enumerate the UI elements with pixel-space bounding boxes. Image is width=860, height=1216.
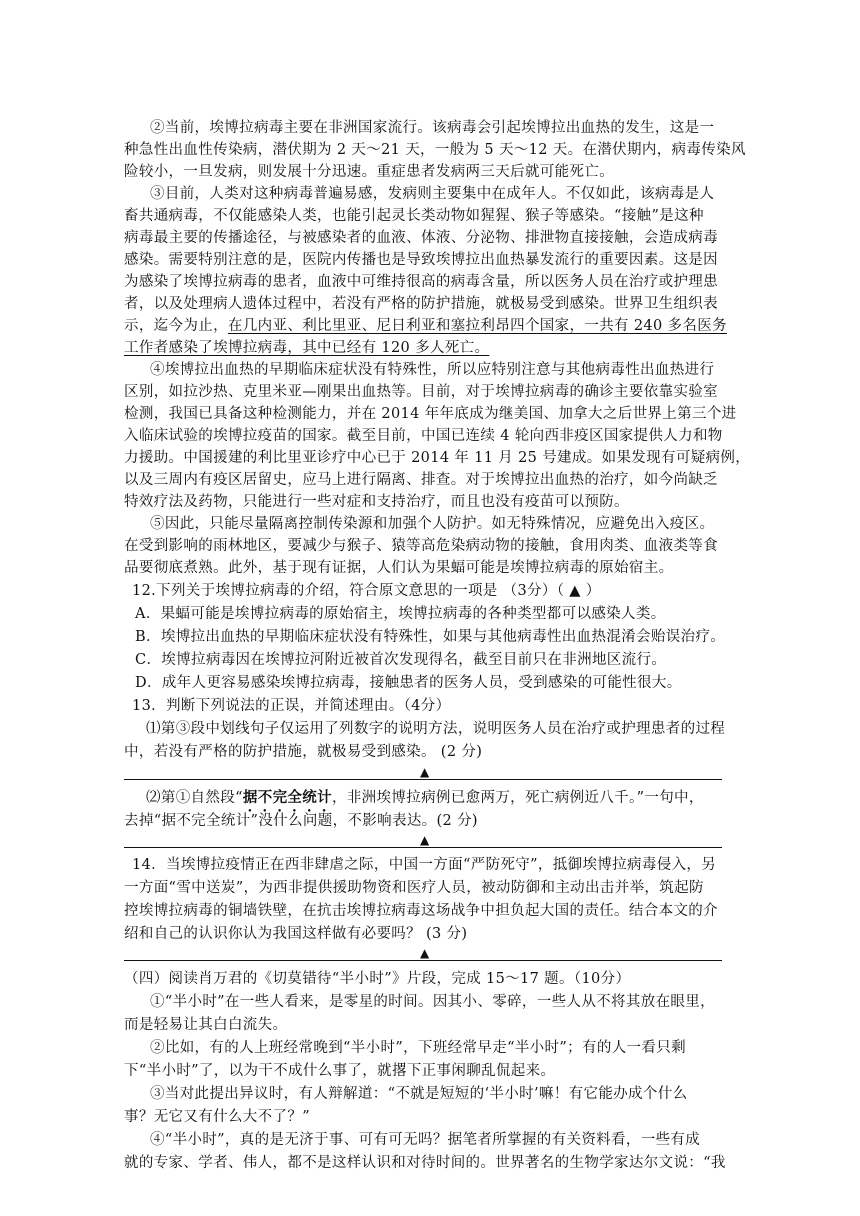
text-line: ②当前，埃博拉病毒主要在非洲国家流行。该病毒会引起埃博拉出血热的发生，这是一 bbox=[150, 120, 715, 136]
option-c: C．埃博拉病毒因在埃博拉河附近被首次发现得名，截至目前只在非洲地区流行。 bbox=[135, 652, 667, 668]
text-line: 区别，如拉沙热、克里米亚—刚果出血热等。目前，对于埃博拉病毒的确诊主要依靠实验室 bbox=[124, 384, 718, 400]
text-line: 在受到影响的雨林地区，要减少与猴子、猿等高危染病动物的接触，食用肉类、血液类等食 bbox=[124, 538, 718, 554]
text-line: 以及三周内有疫区居留史，应马上进行隔离、排查。对于埃博拉出血热的治疗，如今尚缺乏 bbox=[124, 472, 718, 488]
text-line: 者，以及处理病人遗体过程中，若没有严格的防护措施，就极易受到感染。世界卫生组织表 bbox=[124, 296, 718, 312]
answer-line[interactable] bbox=[124, 847, 722, 848]
question-13-sub1: ⑴第③段中划线句子仅运用了列数字的说明方法，说明医务人员在治疗或护理患者的过程 bbox=[146, 721, 726, 737]
emphasized-phrase: 据不完全统计 bbox=[242, 789, 332, 806]
text-line: 感染。需要特别注意的是，医院内传播也是导致埃博拉出血热暴发流行的重要因素。这是因 bbox=[124, 252, 718, 268]
text-line: 入临床试验的埃博拉疫苗的国家。截至目前，中国已连续 4 轮向西非疫区国家提供人力和物 bbox=[124, 428, 723, 444]
question-14: 控埃博拉病毒的铜墙铁壁，在抗击埃博拉病毒这场战争中担负起大国的责任。结合本文的介 bbox=[124, 903, 718, 919]
question-13-sub1: 中，若没有严格的防护措施，就极易受到感染。 (2 分) bbox=[124, 744, 483, 760]
text-line: 下“半小时”了，以为干不成什么事了，就撂下正事闲聊乱侃起来。 bbox=[124, 1063, 556, 1079]
text-line: 而是轻易让其白白流失。 bbox=[124, 1017, 288, 1033]
option-a: A．果蝠可能是埃博拉病毒的原始宿主，埃博拉病毒的各种类型都可以感染人类。 bbox=[135, 606, 666, 622]
text-line bbox=[124, 315, 727, 337]
text-line: 特效疗法及药物，只能进行一些对症和支持治疗，而且也没有疫苗可以预防。 bbox=[124, 494, 629, 510]
section-heading: （四）阅读肖万君的《切莫错待“半小时”》片段，完成 15～17 题。（10分） bbox=[124, 971, 631, 987]
answer-mark-triangle: ▲ bbox=[420, 946, 430, 960]
question-13-stem: 13．判断下列说法的正误，并简述理由。（4分） bbox=[132, 698, 451, 714]
text-line: ④“半小时”，真的是无济于事、可有可无吗？据笔者所掌握的有关资料看，一些有成 bbox=[150, 1132, 701, 1148]
option-b: B．埃博拉出血热的早期临床症状没有特殊性，如果与其他病毒性出血热混淆会贻误治疗。 bbox=[135, 629, 726, 645]
text-line: ④埃博拉出血热的早期临床症状没有特殊性，所以应特别注意与其他病毒性出血热进行 bbox=[150, 362, 715, 378]
answer-mark-triangle: ▲ bbox=[420, 833, 430, 847]
underlined-sentence: 工作者感染了埃博拉病毒，其中已经有 120 多人死亡。 bbox=[124, 340, 490, 356]
text-line: ③目前，人类对这种病毒普遍易感，发病则主要集中在成年人。不仅如此，该病毒是人 bbox=[150, 186, 715, 202]
answer-mark-triangle: ▲ bbox=[420, 765, 430, 779]
sub2-prefix: ⑵第①自然段“ bbox=[146, 790, 243, 806]
text-line: ②比如，有的人上班经常晚到“半小时”，下班经常早走“半小时”；有的人一看只剩 bbox=[150, 1040, 686, 1056]
answer-line[interactable] bbox=[124, 779, 722, 780]
question-14: 绍和自己的认识你认为我国这样做有必要吗？ (3 分) bbox=[124, 926, 468, 942]
option-d: D．成年人更容易感染埃博拉病毒，接触患者的医务人员，受到感染的可能性很大。 bbox=[135, 675, 682, 691]
text-line: 种急性出血性传染病，潜伏期为 2 天～21 天，一般为 5 天～12 天。在潜伏期内，病毒传染风 bbox=[124, 142, 746, 158]
sub2-rest: ，非洲埃博拉病例已愈两万，死亡病例近八千。”一句中， bbox=[331, 790, 704, 806]
text-line: 检测，我国已具备这种检测能力，并在 2014 年年底成为继美国、加拿大之后世界上第三个进 bbox=[124, 406, 737, 422]
text-line: 为感染了埃博拉病毒的患者，血液中可维持很高的病毒含量，所以医务人员在治疗或护理患 bbox=[124, 274, 718, 290]
question-13-sub2: 去掉“据不完全统计”没什么问题，不影响表达。(2 分) bbox=[124, 813, 478, 829]
text-line: 就的专家、学者、伟人，都不是这样认识和对待时间的。世界著名的生物学家达尔文说：“我 bbox=[124, 1155, 726, 1171]
question-14: 14．当埃博拉疫情正在西非肆虐之际，中国一方面“严防死守”，抵御埃博拉病毒侵入，另 bbox=[132, 857, 717, 873]
text-line: 事？无它又有什么大不了？” bbox=[124, 1109, 310, 1125]
question-12-stem: 12.下列关于埃博拉病毒的介绍，符合原文意思的一项是 （3分）（ ▲ ） bbox=[132, 583, 601, 599]
plain-text: 示，迄今为止， bbox=[124, 318, 228, 334]
text-line: 畜共通病毒，不仅能感染人类，也能引起灵长类动物如猩猩、猴子等感染。“接触”是这种 bbox=[124, 208, 704, 224]
text-line: 品要彻底煮熟。此外，基于现有证据，人们认为果蝠可能是埃博拉病毒的原始宿主。 bbox=[124, 560, 674, 576]
text-line: ③当对此提出异议时，有人辩解道：“不就是短短的‘半小时’嘛！有它能办成个什么 bbox=[150, 1086, 688, 1102]
answer-line[interactable] bbox=[124, 960, 722, 961]
question-14: 一方面“雪中送炭”，为西非提供援助物资和医疗人员，被动防御和主动出击并举，筑起防 bbox=[124, 880, 704, 896]
text-line: ⑤因此，只能尽量隔离控制传染源和加强个人防护。如无特殊情况，应避免出入疫区。 bbox=[150, 516, 715, 532]
underlined-sentence: 在几内亚、利比里亚、尼日利亚和塞拉利昂四个国家，一共有 240 多名医务 bbox=[227, 318, 727, 334]
text-line: ①“半小时”在一些人看来，是零星的时间。因其小、零碎，一些人从不将其放在眼里， bbox=[150, 994, 715, 1010]
text-line: 力援助。中国援建的利比里亚诊疗中心已于 2014 年 11 月 25 号建成。如果发现有可疑病例， bbox=[124, 450, 751, 466]
text-line: 险较小，一旦发病，则发展十分迅速。重症患者发病两三天后就可能死亡。 bbox=[124, 164, 615, 180]
text-line: 病毒最主要的传播途径，与被感染者的血液、体液、分泌物、排泄物直接接触，会造成病毒 bbox=[124, 230, 718, 246]
